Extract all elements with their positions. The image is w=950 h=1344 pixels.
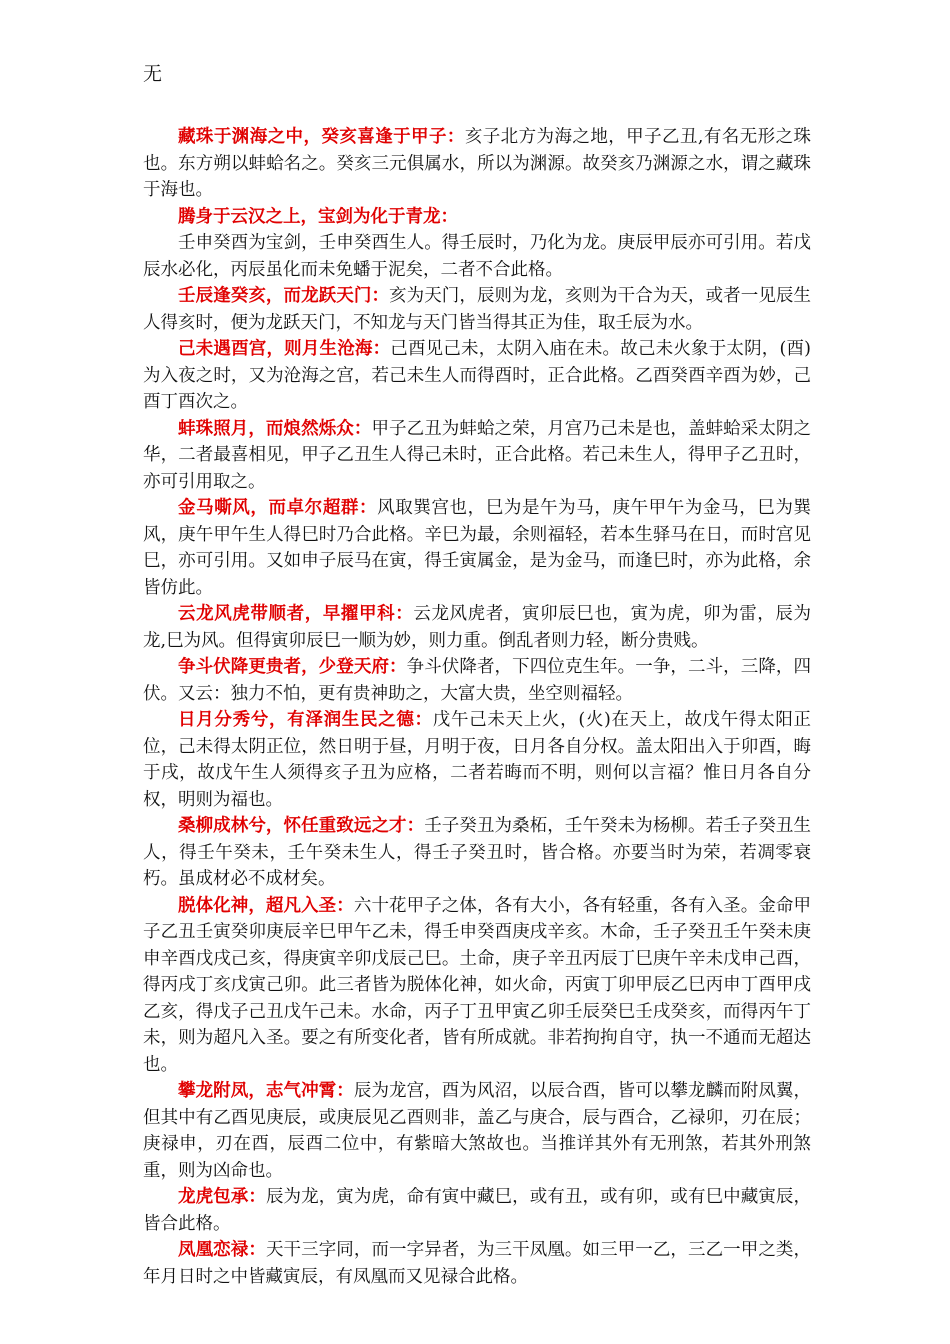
entry-paragraph [143,654,811,707]
entry-title: 金马嘶风，而卓尔超群： [178,498,378,518]
entry-text: 亥为天门，辰则为龙，亥则为干合为天，或者一见辰生人得亥时，便为龙跃天门，不知龙与天门皆当得其正为佳，取壬辰为水。 [143,286,812,333]
entry-paragraph [143,495,811,601]
entry-paragraph [143,336,811,416]
entry-text: 壬子癸丑为桑柘，壬午癸未为杨柳。若壬子癸丑生人，得壬午癸未，壬午癸未生人，得壬子癸丑时，皆合格。亦要当时为荣，若凋零衰朽。虽成材必不成材矣。 [143,816,812,889]
entry-text: 云龙风虎者，寅卯辰巳也，寅为虎，卯为雷，辰为龙,巳为风。但得寅卯辰巳一顺为妙，则力重。倒乱者则力轻，断分贵贱。 [143,604,812,651]
entry-paragraph [143,1237,811,1290]
entry-title: 己未遇酉宫，则月生沧海： [178,339,391,359]
entry-text: 亥子北方为海之地，甲子乙丑,有名无形之珠也。东方朔以蚌蛤名之。癸亥三元俱属水，所以为渊源。故癸亥乃渊源之水，谓之藏珠于海也。 [143,127,811,200]
entry-paragraph [143,283,811,336]
entry-text: 己酉见己未，太阴入庙在未。故己未火象于太阴，(酉)为入夜之时，又为沧海之宫，若己未生人而得酉时，正合此格。乙酉癸酉辛酉为妙，己酉丁酉次之。 [143,339,811,412]
entry-paragraph [143,204,811,231]
entry-text: 争斗伏降者，下四位克生年。一争，二斗，三降，四伏。又云：独力不怕，更有贵神助之，大富大贵，坐空则福轻。 [143,657,812,704]
entry-text: 六十花甲子之体，各有大小，各有轻重，各有入圣。金命甲子乙丑壬寅癸卯庚辰辛巳甲午乙未，得壬申癸酉庚戌辛亥。木命，壬子癸丑壬午癸未庚申辛酉戊戌己亥，得庚寅辛卯戊辰己巳。土命，庚子辛丑丙辰丁巳庚午辛未戊申己酉，得丙戌丁亥戊寅己卯。此三者皆为脱体化神，如火命，丙寅丁卯甲辰乙巳丙申丁酉甲戌乙亥，得戊子己丑戊午己未。水命，丙子丁丑甲寅乙卯壬辰癸巳壬戌癸亥，而得丙午丁未，则为超凡入圣。要之有所变化者，皆有所成就。非若拘拘自守，执一不通而无超达也。 [143,895,812,1075]
entry-title: 壬辰逢癸亥，而龙跃天门： [178,286,390,306]
entry-paragraph [143,893,811,1079]
entry-title: 藏珠于渊海之中，癸亥喜逢于甲子： [178,127,465,147]
entry-paragraph [143,707,811,813]
document-body [143,124,811,1290]
entry-title: 蚌珠照月，而烺然烁众： [178,418,372,439]
entry-text: 辰为龙宫，酉为风沼，以辰合酉，皆可以攀龙麟而附凤翼，但其中有乙酉见庚辰，或庚辰见乙酉则非，盖乙与庚合，辰与酉合，乙禄卯，刃在辰；庚禄申，刃在酉，辰酉二位中，有紫暗大煞故也。当推详其外有无刑煞，若其外刑煞重，则为凶命也。 [143,1081,812,1181]
entry-text: 戊午己未天上火，(火)在天上，故戊午得太阳正位，己未得太阴正位，然日明于昼，月明于夜，日月各自分权。盖太阳出入于卯酉，晦于戌，故戊午生人须得亥子丑为应格，二者若晦而不明，则何以言福？惟日月各自分权，明则为福也。 [143,710,812,810]
entry-text: 甲子乙丑为蚌蛤之荣，月宫乃己未是也，盖蚌蛤采太阴之华，二者最喜相见，甲子乙丑生人得己未时，正合此格。若己未生人，得甲子乙丑时，亦可引用取之。 [143,418,812,492]
entry-title: 腾身于云汉之上，宝剑为化于青龙： [178,206,458,227]
page-header: 无 [143,63,163,85]
entry-title: 争斗伏降更贵者，少登天府： [178,657,407,677]
entry-text: 风取巽宫也，巳为是午为马，庚午甲午为金马，巳为巽风，庚午甲午生人得巳时乃合此格。辛巳为最，余则福轻，若本生驿马在日，而时宫见巳，亦可引用。又如申子辰马在寅，得壬寅属金，是为金马，而逢巳时，亦为此格，余皆仿此。 [143,498,812,598]
entry-text: 辰为龙，寅为虎，命有寅中藏巳，或有丑，或有卯，或有巳中藏寅辰，皆合此格。 [143,1187,812,1234]
entry-text: 天干三字同，而一字异者，为三干凤凰。如三甲一乙，三乙一甲之类，年月日时之中皆藏寅辰，有凤凰而又见禄合此格。 [143,1240,812,1287]
entry-title: 龙虎包承： [178,1187,266,1207]
entry-title: 攀龙附凤，志气冲霄： [178,1081,354,1101]
entry-paragraph [143,416,811,496]
entry-title: 云龙风虎带顺者，早擢甲科： [178,604,414,624]
entry-paragraph [143,813,811,893]
entry-paragraph [143,601,811,654]
entry-paragraph [143,1078,811,1184]
entry-paragraph [143,1184,811,1237]
entry-title: 脱体化神，超凡入圣： [178,895,354,916]
entry-paragraph [143,230,811,283]
entry-title: 凤凰恋禄： [178,1240,266,1260]
entry-paragraph [143,124,811,204]
entry-title: 桑柳成林兮，怀任重致远之才： [178,816,425,836]
entry-text: 壬申癸酉为宝剑，壬申癸酉生人。得壬辰时，乃化为龙。庚辰甲辰亦可引用。若戊辰水必化，丙辰虽化而未免蟠于泥矣，二者不合此格。 [143,233,811,280]
entry-title: 日月分秀兮，有泽润生民之德： [178,710,433,730]
